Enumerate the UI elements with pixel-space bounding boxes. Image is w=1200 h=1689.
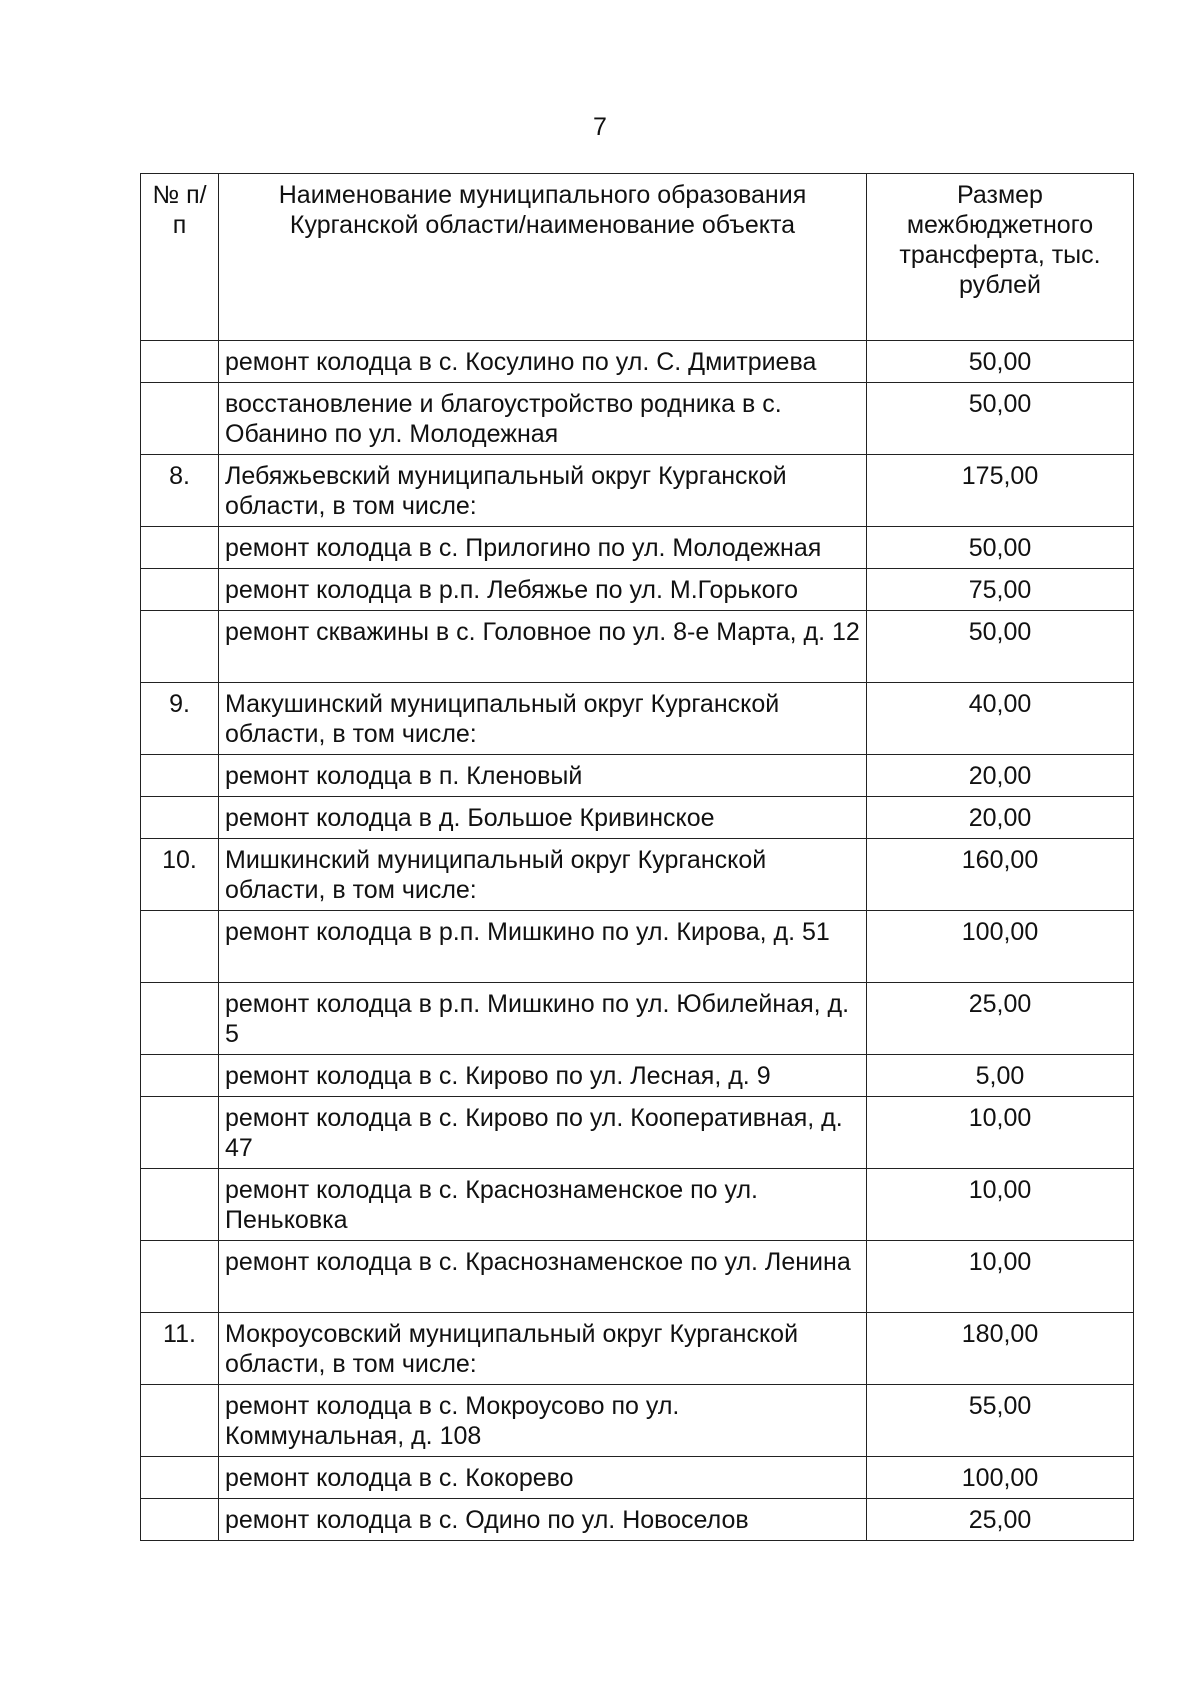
row-amount: 160,00 <box>867 839 1134 911</box>
row-amount: 20,00 <box>867 797 1134 839</box>
row-name: ремонт колодца в п. Кленовый <box>219 755 867 797</box>
table-row <box>141 797 1134 839</box>
row-number: 8. <box>141 455 219 527</box>
row-number <box>141 611 219 683</box>
row-number: 9. <box>141 683 219 755</box>
row-amount: 100,00 <box>867 1457 1134 1499</box>
row-amount: 175,00 <box>867 455 1134 527</box>
table-row <box>141 341 1134 383</box>
row-name: Лебяжьевский муниципальный округ Курганской области, в том числе: <box>219 455 867 527</box>
row-amount: 10,00 <box>867 1097 1134 1169</box>
row-number <box>141 983 219 1055</box>
row-number <box>141 1385 219 1457</box>
table-row <box>141 683 1134 755</box>
table-row <box>141 1097 1134 1169</box>
row-name: ремонт колодца в р.п. Лебяжье по ул. М.Горького <box>219 569 867 611</box>
row-number <box>141 569 219 611</box>
table-body <box>141 341 1134 1541</box>
row-number <box>141 1499 219 1541</box>
table-row <box>141 527 1134 569</box>
header-amount: Размер межбюджетного трансферта, тыс. рублей <box>867 174 1134 341</box>
row-name: ремонт колодца в с. Кирово по ул. Кооперативная, д. 47 <box>219 1097 867 1169</box>
table-row <box>141 755 1134 797</box>
row-number <box>141 755 219 797</box>
row-number <box>141 1169 219 1241</box>
row-amount: 50,00 <box>867 341 1134 383</box>
row-name: Макушинский муниципальный округ Курганской области, в том числе: <box>219 683 867 755</box>
row-name: ремонт колодца в с. Кирово по ул. Лесная, д. 9 <box>219 1055 867 1097</box>
row-name: ремонт колодца в с. Краснознаменское по ул. Пеньковка <box>219 1169 867 1241</box>
row-number <box>141 797 219 839</box>
row-number: 10. <box>141 839 219 911</box>
table-row <box>141 1241 1134 1313</box>
row-amount: 55,00 <box>867 1385 1134 1457</box>
row-amount: 25,00 <box>867 983 1134 1055</box>
row-amount: 100,00 <box>867 911 1134 983</box>
table-row <box>141 1457 1134 1499</box>
row-amount: 25,00 <box>867 1499 1134 1541</box>
row-amount: 5,00 <box>867 1055 1134 1097</box>
table-row <box>141 611 1134 683</box>
row-name: ремонт колодца в с. Краснознаменское по ул. Ленина <box>219 1241 867 1313</box>
row-amount: 40,00 <box>867 683 1134 755</box>
table-row <box>141 1055 1134 1097</box>
row-amount: 50,00 <box>867 611 1134 683</box>
header-name: Наименование муниципального образования Курганской области/наименование объекта <box>219 174 867 341</box>
row-number <box>141 527 219 569</box>
row-amount: 180,00 <box>867 1313 1134 1385</box>
header-number: № п/п <box>141 174 219 341</box>
table-row <box>141 1385 1134 1457</box>
row-name: ремонт колодца в с. Прилогино по ул. Молодежная <box>219 527 867 569</box>
row-name: ремонт колодца в д. Большое Кривинское <box>219 797 867 839</box>
table-row <box>141 1169 1134 1241</box>
transfer-table <box>140 173 1134 1541</box>
row-name: ремонт колодца в р.п. Мишкино по ул. Кирова, д. 51 <box>219 911 867 983</box>
row-name: Мишкинский муниципальный округ Курганской области, в том числе: <box>219 839 867 911</box>
page-number: 7 <box>593 113 607 141</box>
row-name: ремонт колодца в р.п. Мишкино по ул. Юбилейная, д. 5 <box>219 983 867 1055</box>
row-name: ремонт скважины в с. Головное по ул. 8-е Марта, д. 12 <box>219 611 867 683</box>
table-row <box>141 911 1134 983</box>
row-name: ремонт колодца в с. Одино по ул. Новоселов <box>219 1499 867 1541</box>
table-row <box>141 569 1134 611</box>
table-row <box>141 383 1134 455</box>
table-row <box>141 839 1134 911</box>
row-name: восстановление и благоустройство родника в с. Обанино по ул. Молодежная <box>219 383 867 455</box>
row-number: 11. <box>141 1313 219 1385</box>
row-amount: 50,00 <box>867 527 1134 569</box>
row-number <box>141 1097 219 1169</box>
row-name: ремонт колодца в с. Косулино по ул. С. Дмитриева <box>219 341 867 383</box>
row-number <box>141 1241 219 1313</box>
row-amount: 10,00 <box>867 1169 1134 1241</box>
row-number <box>141 911 219 983</box>
table-row <box>141 983 1134 1055</box>
row-name: ремонт колодца в с. Мокроусово по ул. Коммунальная, д. 108 <box>219 1385 867 1457</box>
row-amount: 50,00 <box>867 383 1134 455</box>
row-amount: 75,00 <box>867 569 1134 611</box>
row-name: ремонт колодца в с. Кокорево <box>219 1457 867 1499</box>
row-number <box>141 1055 219 1097</box>
row-number <box>141 1457 219 1499</box>
row-number <box>141 341 219 383</box>
table-header <box>141 174 1134 341</box>
header-row <box>141 174 1134 341</box>
table-row <box>141 1499 1134 1541</box>
row-amount: 20,00 <box>867 755 1134 797</box>
row-name: Мокроусовский муниципальный округ Курганской области, в том числе: <box>219 1313 867 1385</box>
table-row <box>141 1313 1134 1385</box>
row-number <box>141 383 219 455</box>
table-row <box>141 455 1134 527</box>
row-amount: 10,00 <box>867 1241 1134 1313</box>
